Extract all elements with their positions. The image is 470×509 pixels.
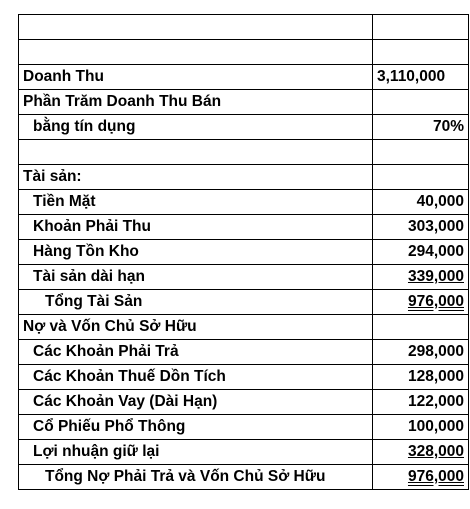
- row-value: 328,000: [407, 443, 464, 460]
- row-value-cell[interactable]: [373, 90, 469, 115]
- row-value-cell[interactable]: [373, 115, 469, 140]
- table-row: [19, 465, 469, 490]
- row-value: 298,000: [407, 343, 464, 360]
- row-label-cell[interactable]: Khoản Phải Thu: [19, 215, 373, 240]
- table-row: [19, 15, 469, 40]
- table-row: [19, 215, 469, 240]
- row-value: 100,000: [407, 418, 464, 435]
- row-label-cell[interactable]: Tổng Tài Sản: [19, 290, 373, 315]
- row-value-cell[interactable]: [373, 215, 469, 240]
- row-value-cell[interactable]: [373, 365, 469, 390]
- row-value-cell[interactable]: [373, 240, 469, 265]
- row-label-cell[interactable]: Doanh Thu: [19, 65, 373, 90]
- row-value: 40,000: [416, 193, 464, 210]
- table-row: [19, 265, 469, 290]
- row-label-cell[interactable]: Hàng Tồn Kho: [19, 240, 373, 265]
- row-label-cell[interactable]: Lợi nhuận giữ lại: [19, 440, 373, 465]
- row-label-cell[interactable]: Tổng Nợ Phải Trả và Vốn Chủ Sở Hữu: [19, 465, 373, 490]
- row-label-cell[interactable]: Phần Trăm Doanh Thu Bán: [19, 90, 373, 115]
- row-value: 122,000: [407, 393, 464, 410]
- table-row: [19, 90, 469, 115]
- table-row: [19, 40, 469, 65]
- table-row: [19, 340, 469, 365]
- table-row: [19, 65, 469, 90]
- row-value: 70%: [432, 118, 464, 135]
- table-row: [19, 190, 469, 215]
- row-value: 339,000: [407, 268, 464, 285]
- table-row: [19, 365, 469, 390]
- spreadsheet-body: [19, 15, 469, 490]
- row-value-cell[interactable]: [373, 340, 469, 365]
- table-row: [19, 315, 469, 340]
- row-value-cell[interactable]: [373, 390, 469, 415]
- row-label-cell[interactable]: Tài sản:: [19, 165, 373, 190]
- row-label-cell[interactable]: [19, 40, 373, 65]
- row-value-cell[interactable]: [373, 15, 469, 40]
- row-label-cell[interactable]: Tiền Mặt: [19, 190, 373, 215]
- table-row: [19, 290, 469, 315]
- row-value-cell[interactable]: [373, 40, 469, 65]
- table-row: [19, 115, 469, 140]
- table-row: [19, 140, 469, 165]
- row-label-cell[interactable]: Tài sản dài hạn: [19, 265, 373, 290]
- table-row: [19, 390, 469, 415]
- row-value-cell[interactable]: [373, 465, 469, 490]
- row-label-cell[interactable]: [19, 15, 373, 40]
- row-label-cell[interactable]: Các Khoản Vay (Dài Hạn): [19, 390, 373, 415]
- table-row: [19, 240, 469, 265]
- row-value-cell[interactable]: [373, 265, 469, 290]
- row-value-cell[interactable]: [373, 290, 469, 315]
- row-value: 976,000: [407, 293, 464, 310]
- row-value: 303,000: [407, 218, 464, 235]
- row-label-cell[interactable]: Cổ Phiếu Phổ Thông: [19, 415, 373, 440]
- row-value-cell[interactable]: [373, 140, 469, 165]
- spreadsheet-table: [18, 14, 469, 490]
- row-label-cell[interactable]: bằng tín dụng: [19, 115, 373, 140]
- table-row: [19, 415, 469, 440]
- row-label-cell[interactable]: Các Khoản Phải Trả: [19, 340, 373, 365]
- table-row: [19, 440, 469, 465]
- row-value-cell[interactable]: [373, 165, 469, 190]
- row-value-cell[interactable]: [373, 415, 469, 440]
- row-value: 976,000: [407, 468, 464, 485]
- row-label-cell[interactable]: Nợ và Vốn Chủ Sở Hữu: [19, 315, 373, 340]
- row-value-cell[interactable]: [373, 440, 469, 465]
- row-value: 128,000: [407, 368, 464, 385]
- row-value-cell[interactable]: [373, 315, 469, 340]
- row-label-cell[interactable]: Các Khoản Thuế Dồn Tích: [19, 365, 373, 390]
- row-value: 3,110,000: [377, 68, 446, 85]
- row-value-cell[interactable]: [373, 190, 469, 215]
- row-value-cell[interactable]: [373, 65, 469, 90]
- table-row: [19, 165, 469, 190]
- row-value: 294,000: [407, 243, 464, 260]
- row-label-cell[interactable]: [19, 140, 373, 165]
